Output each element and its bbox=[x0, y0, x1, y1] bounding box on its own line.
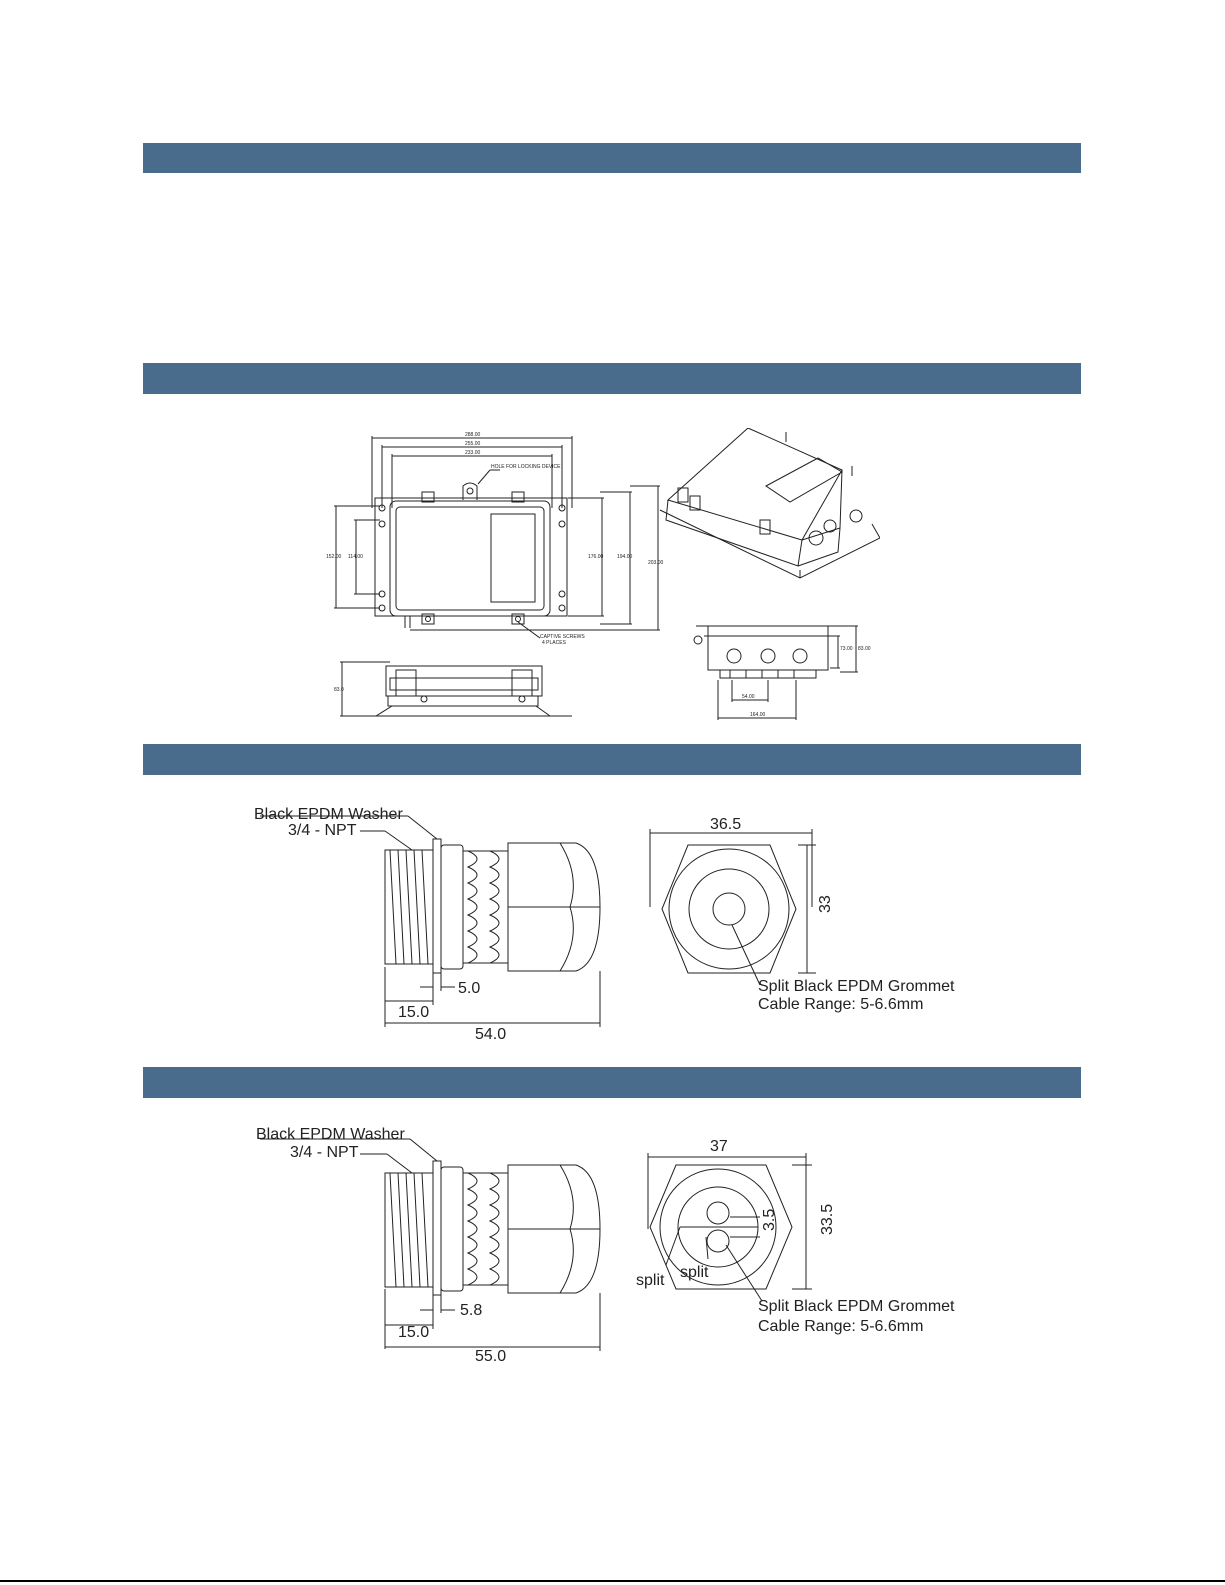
gland-2-dim-c: 55.0 bbox=[475, 1348, 507, 1365]
dim-width-inner: 233.00 bbox=[465, 450, 481, 456]
gland-2-thread-lines bbox=[390, 1173, 428, 1287]
gland-1-thread-lines bbox=[390, 850, 428, 964]
dim-end-height-1: 73.00 bbox=[840, 646, 853, 652]
dim-height-left-inner: 114.00 bbox=[348, 554, 363, 560]
gland-2-split-label-b: split bbox=[680, 1264, 709, 1281]
dim-end-width-1: 54.00 bbox=[742, 694, 755, 700]
enclosure-isometric-view bbox=[660, 428, 880, 578]
dim-end-width-2: 164.00 bbox=[750, 712, 766, 718]
gland-1-dim-a: 5.0 bbox=[458, 980, 481, 997]
gland-1-dim-b: 15.0 bbox=[398, 1004, 430, 1021]
gland-1-range-label: Cable Range: 5-6.6mm bbox=[758, 996, 924, 1013]
gland-1-height: 33 bbox=[817, 895, 834, 913]
gland-1-side-view bbox=[385, 839, 600, 973]
gland-2-range-label: Cable Range: 5-6.6mm bbox=[758, 1318, 924, 1335]
enclosure-side-view bbox=[340, 662, 572, 716]
dim-side-height: 83.0 bbox=[334, 687, 344, 693]
enclosure-drawing bbox=[300, 428, 880, 728]
note-captive-screws: CAPTIVE SCREWS bbox=[540, 634, 585, 640]
gland-1-width: 36.5 bbox=[710, 816, 742, 833]
gland-2-split-label-a: split bbox=[636, 1272, 665, 1289]
gland-2-side-view bbox=[385, 1161, 600, 1295]
dim-height-right-3: 203.00 bbox=[648, 560, 664, 566]
gland-1-washer-label: Black EPDM Washer bbox=[254, 806, 403, 823]
dim-height-right-2: 194.00 bbox=[617, 554, 633, 560]
dim-width-overall: 288.00 bbox=[465, 432, 481, 438]
gland-2-dim-a: 5.8 bbox=[460, 1302, 483, 1319]
gland-1-grommet-label: Split Black EPDM Grommet bbox=[758, 978, 955, 995]
gland-2-washer-label: Black EPDM Washer bbox=[256, 1126, 405, 1143]
gland-2-width: 37 bbox=[710, 1138, 728, 1155]
note-locking-hole: HOLE FOR LOCKING DEVICE bbox=[491, 464, 561, 470]
dim-end-height-2: 83.00 bbox=[858, 646, 871, 652]
section-header-bar-3 bbox=[143, 744, 1081, 775]
cable-gland-drawing-1 bbox=[240, 795, 980, 1050]
section-header-bar-1 bbox=[143, 143, 1081, 173]
gland-2-height: 33.5 bbox=[819, 1203, 836, 1235]
dim-height-left-outer: 152.00 bbox=[326, 554, 342, 560]
enclosure-end-view bbox=[694, 626, 858, 720]
page-bottom-rule bbox=[0, 1580, 1225, 1582]
section-header-bar-2 bbox=[143, 363, 1081, 394]
gland-2-hole-gap: 3.5 bbox=[761, 1208, 778, 1231]
section-header-bar-4 bbox=[143, 1067, 1081, 1098]
dim-width-mid: 255.00 bbox=[465, 441, 481, 447]
enclosure-plan-view bbox=[375, 483, 567, 628]
gland-2-grommet-label: Split Black EPDM Grommet bbox=[758, 1298, 955, 1315]
gland-1-end-view bbox=[662, 845, 796, 973]
gland-2-dim-b: 15.0 bbox=[398, 1324, 430, 1341]
gland-2-thread-label: 3/4 - NPT bbox=[290, 1144, 359, 1161]
gland-1-dim-c: 54.0 bbox=[475, 1026, 507, 1043]
cable-gland-drawing-2 bbox=[240, 1117, 980, 1372]
dim-height-right-1: 176.00 bbox=[588, 554, 604, 560]
gland-1-thread-label: 3/4 - NPT bbox=[288, 822, 357, 839]
note-four-places: 4 PLACES bbox=[542, 640, 566, 646]
